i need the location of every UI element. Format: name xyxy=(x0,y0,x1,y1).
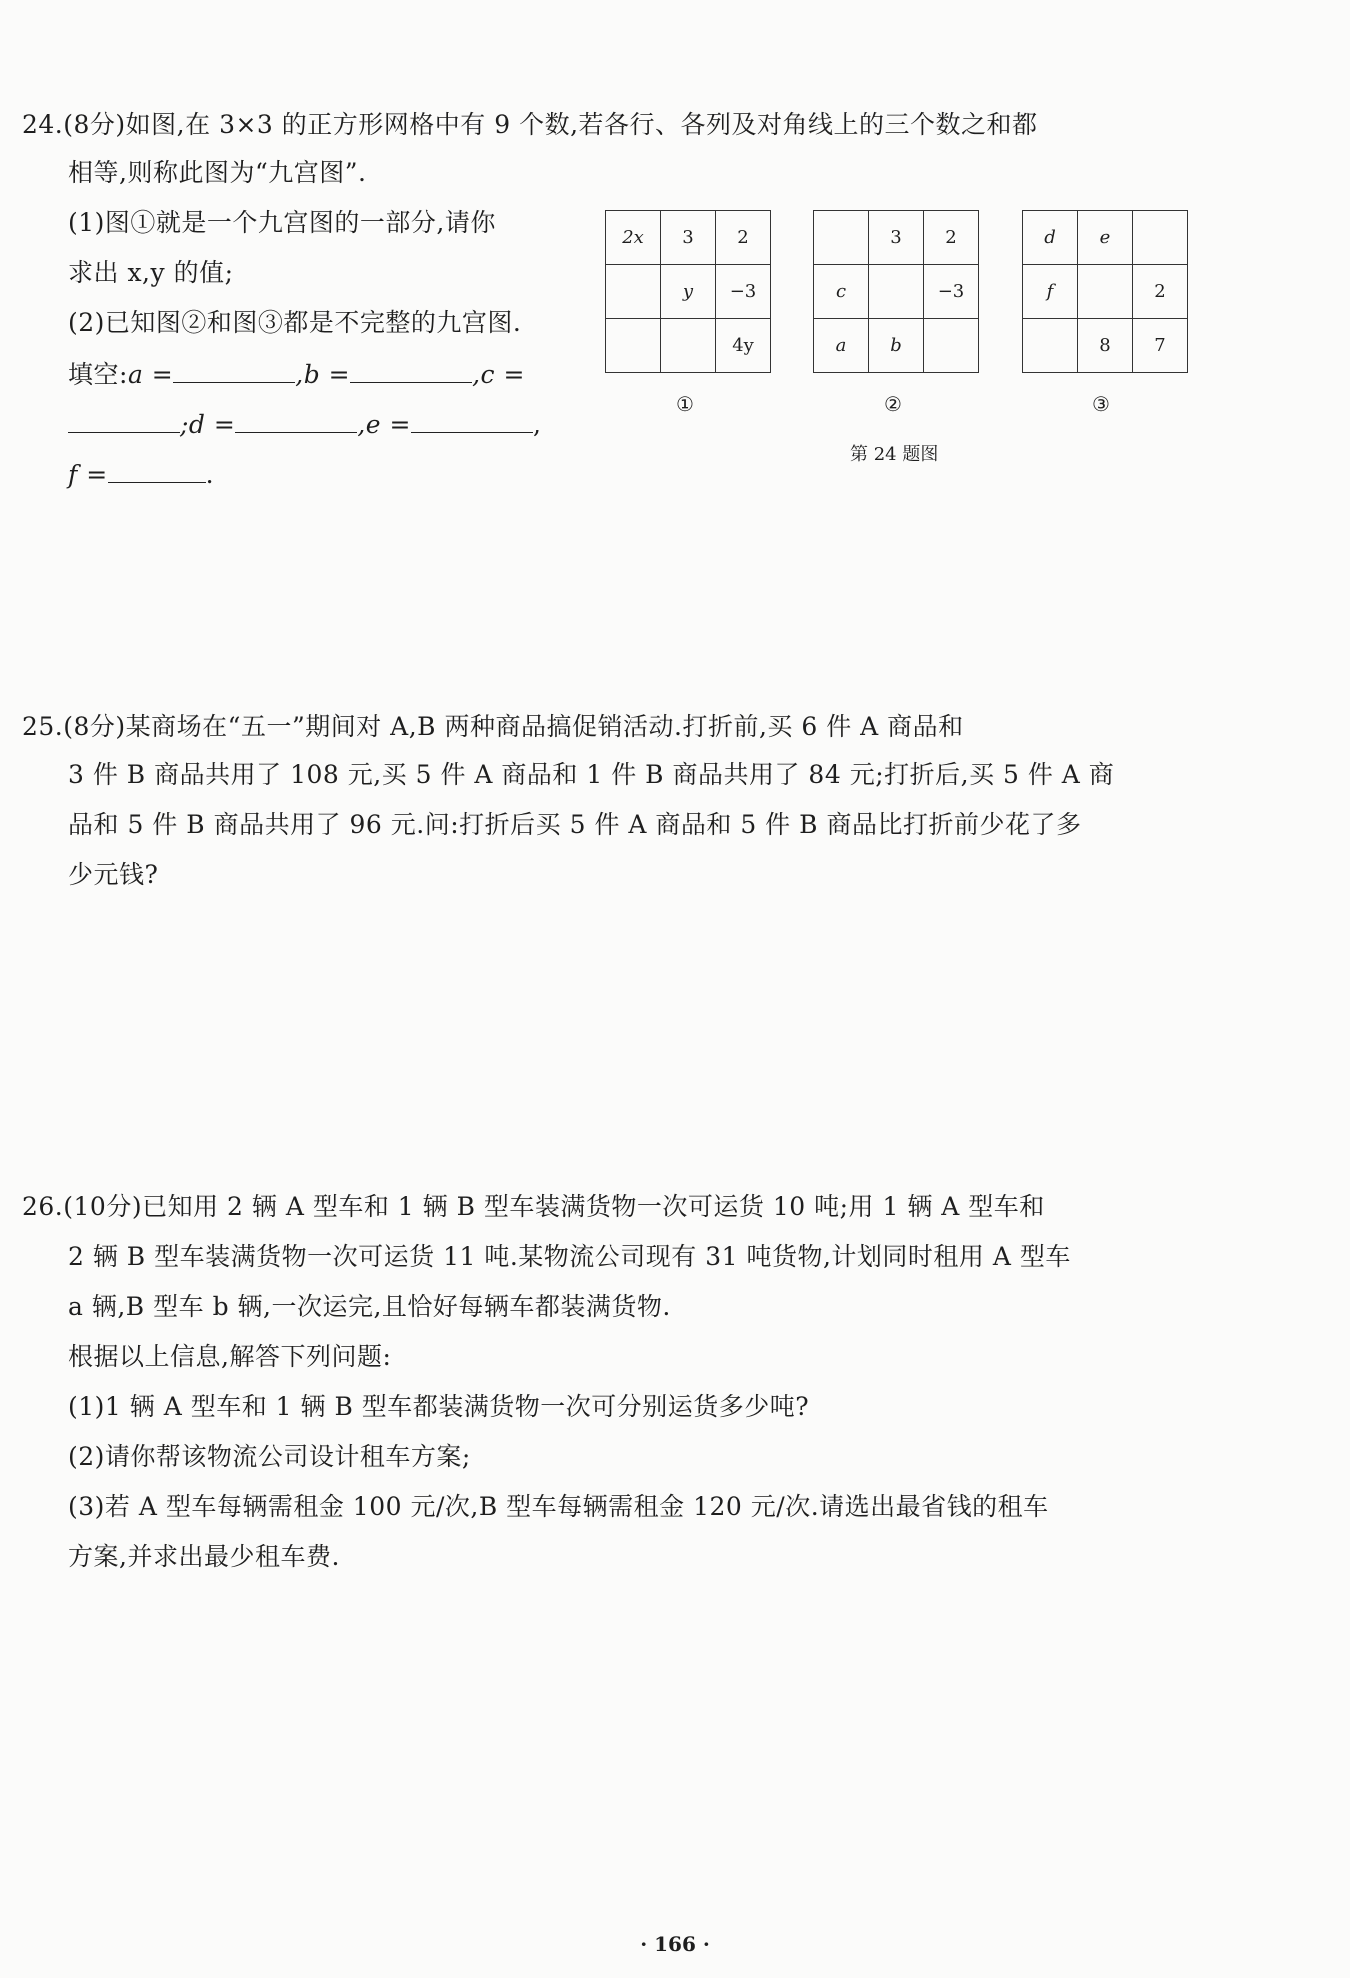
blank-f[interactable] xyxy=(108,456,206,483)
grid1-label: ① xyxy=(676,392,694,416)
q24-fill-line2 xyxy=(68,406,541,442)
q26-line1: 26.(10分)已知用 2 辆 A 型车和 1 辆 B 型车装满货物一次可运货 10 吨;用 1 辆 A 型车和 xyxy=(22,1192,1045,1221)
grid2-cell: 3 xyxy=(869,211,924,265)
q25-line2: 3 件 B 商品共用了 108 元,买 5 件 A 商品和 1 件 B 商品共用了 84 元;打折后,买 5 件 A 商 xyxy=(68,760,1115,789)
q24-part1-b: 求出 x,y 的值; xyxy=(68,258,234,287)
q24-fill-line3 xyxy=(68,456,214,492)
grid2-cell: −3 xyxy=(924,265,979,319)
label-d: ;d = xyxy=(180,410,236,439)
grid1-cell: 4y xyxy=(716,319,771,373)
blank-e[interactable] xyxy=(411,406,533,433)
fill-prefix: 填空: xyxy=(68,360,128,389)
q25-line1: 25.(8分)某商场在“五一”期间对 A,B 两种商品搞促销活动.打折前,买 6 件 A 商品和 xyxy=(22,712,964,741)
grid3-cell: 8 xyxy=(1078,319,1133,373)
q26-line7: (3)若 A 型车每辆需租金 100 元/次,B 型车每辆需租金 120 元/次.请选出最省钱的租车 xyxy=(68,1492,1049,1521)
q26-line5: (1)1 辆 A 型车和 1 辆 B 型车都装满货物一次可分别运货多少吨? xyxy=(68,1392,810,1421)
grid3-cell: 7 xyxy=(1133,319,1188,373)
magic-square-2 xyxy=(813,210,979,373)
q24-part2: (2)已知图②和图③都是不完整的九宫图. xyxy=(68,308,522,337)
q26-line8: 方案,并求出最少租车费. xyxy=(68,1542,340,1571)
period: . xyxy=(205,460,215,489)
figure-caption: 第 24 题图 xyxy=(850,444,939,465)
q25-line3: 品和 5 件 B 商品共用了 96 元.问:打折后买 5 件 A 商品和 5 件 B 商品比打折前少花了多 xyxy=(68,810,1082,839)
blank-b[interactable] xyxy=(350,356,472,383)
blank-d[interactable] xyxy=(235,406,357,433)
grid2-label: ② xyxy=(884,392,902,416)
label-b: ,b = xyxy=(295,360,351,389)
q26-line3: a 辆,B 型车 b 辆,一次运完,且恰好每辆车都装满货物. xyxy=(68,1292,671,1321)
grid2-cell xyxy=(869,265,924,319)
q24-line2: 相等,则称此图为“九宫图”. xyxy=(68,158,367,187)
grid3-cell: 2 xyxy=(1133,265,1188,319)
grid1-cell xyxy=(661,319,716,373)
grid1-cell: −3 xyxy=(716,265,771,319)
page-number: · 166 · xyxy=(640,1932,710,1956)
grid1-cell: y xyxy=(661,265,716,319)
grid2-cell: 2 xyxy=(924,211,979,265)
grid3-cell: e xyxy=(1078,211,1133,265)
label-f: f = xyxy=(68,460,108,489)
grid2-cell: a xyxy=(814,319,869,373)
q24-line1: 24.(8分)如图,在 3×3 的正方形网格中有 9 个数,若各行、各列及对角线上的三个数之和都 xyxy=(22,110,1038,139)
magic-square-1 xyxy=(605,210,771,373)
grid1-cell: 3 xyxy=(661,211,716,265)
grid2-cell xyxy=(814,211,869,265)
grid3-cell xyxy=(1023,319,1078,373)
q26-line2: 2 辆 B 型车装满货物一次可运货 11 吨.某物流公司现有 31 吨货物,计划同时租用 A 型车 xyxy=(68,1242,1071,1271)
label-a: a = xyxy=(127,360,174,389)
q24-fill-line1 xyxy=(68,356,525,392)
grid2-cell: c xyxy=(814,265,869,319)
grid1-cell xyxy=(606,319,661,373)
grid1-cell xyxy=(606,265,661,319)
grid2-cell: b xyxy=(869,319,924,373)
magic-square-3 xyxy=(1022,210,1188,373)
label-c: ,c = xyxy=(472,360,525,389)
grid1-cell: 2x xyxy=(606,211,661,265)
q26-line6: (2)请你帮该物流公司设计租车方案; xyxy=(68,1442,471,1471)
q25-line4: 少元钱? xyxy=(68,860,159,889)
blank-a[interactable] xyxy=(173,356,295,383)
blank-c[interactable] xyxy=(68,406,180,433)
grid3-cell: d xyxy=(1023,211,1078,265)
grid3-cell xyxy=(1078,265,1133,319)
comma: , xyxy=(532,410,542,439)
grid3-cell: f xyxy=(1023,265,1078,319)
grid2-cell xyxy=(924,319,979,373)
q24-part1-a: (1)图①就是一个九宫图的一部分,请你 xyxy=(68,208,496,237)
label-e: ,e = xyxy=(357,410,411,439)
grid1-cell: 2 xyxy=(716,211,771,265)
grid3-label: ③ xyxy=(1092,392,1110,416)
grid3-cell xyxy=(1133,211,1188,265)
q26-line4: 根据以上信息,解答下列问题: xyxy=(68,1342,392,1371)
